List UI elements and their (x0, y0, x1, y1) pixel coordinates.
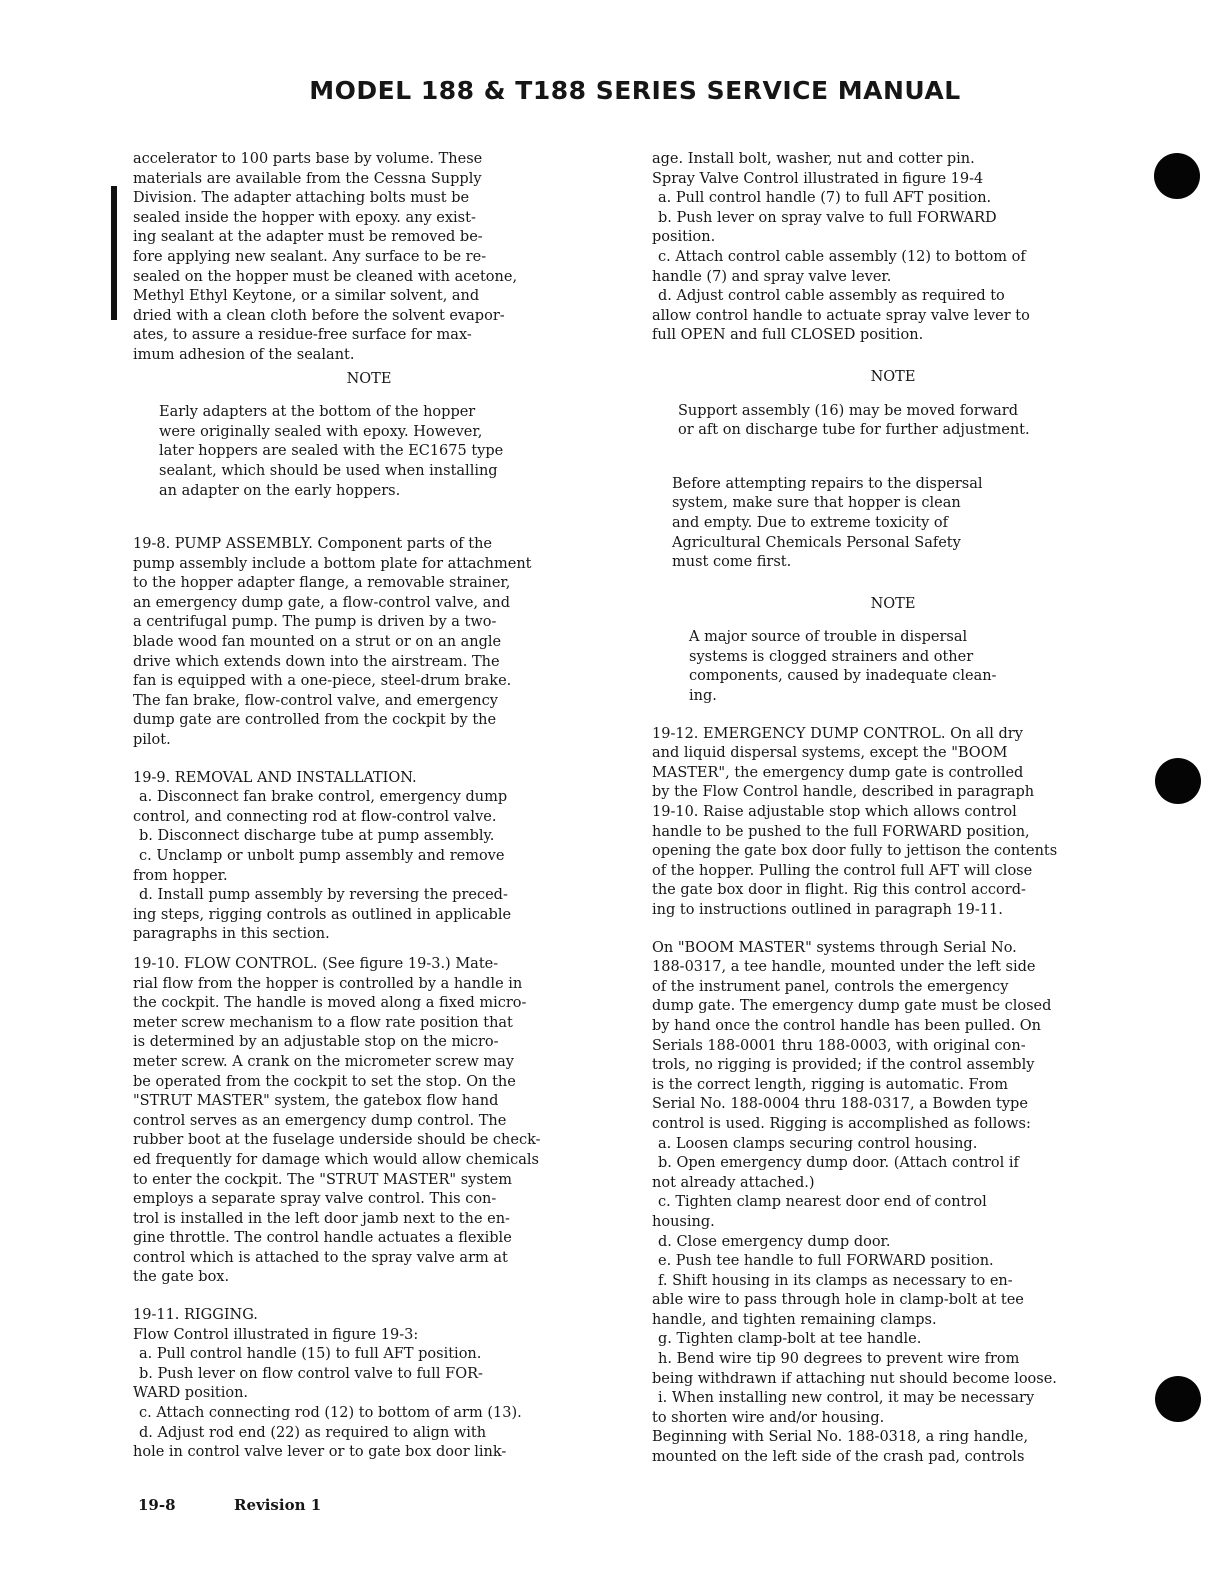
rigging-continuation: age. Install bolt, washer, nut and cotter pin. Spray Valve Control illustrated in figure 19-4 a. Pull control handle (7) to full AFT position. b. Push lever on spray valve to full FORWARD position. c. Attach control cable assembly (12) to bottom of handle (7) and spray valve lever. d. Adjust control cable assembly as required to allow control handle to actuate spray valve lever to full OPEN and full CLOSED position. (652, 151, 1030, 344)
note-clogged-strainers: A major source of trouble in dispersal systems is clogged strainers and other components, caused by inadequate clean- ing. (689, 629, 997, 705)
binder-hole-bottom (1155, 1376, 1201, 1422)
section-19-12-emergency-dump-control: 19-12. EMERGENCY DUMP CONTROL. On all dry and liquid dispersal systems, except the "BOOM MASTER", the emergency dump gate is controlled by the Flow Control handle, described in paragraph 19-10. Raise adjustable stop which allows control handle to be pushed to the full FORWARD position, opening the gate box door fully to jettison the contents of the hopper. Pulling the control full AFT will close the gate box door in flight. Rig this control accord- ing to instructions outlined in paragraph 19-11. (652, 725, 1058, 918)
section-19-9-removal-installation: 19-9. REMOVAL AND INSTALLATION. a. Disconnect fan brake control, emergency dump control, and connecting rod at flow-control valve. b. Disconnect discharge tube at pump assembly. c. Unclamp or unbolt pump assembly and remove from hopper. d. Install pump assembly by reversing the preced- ing steps, rigging controls as outlined in applicable paragraphs in this section. (133, 769, 512, 943)
safety-warning: Before attempting repairs to the dispersal system, make sure that hopper is clean and empty. Due to extreme toxicity of Agricultural Chemicals Personal Safety must come first. (672, 475, 983, 571)
section-19-8-pump-assembly: 19-8. PUMP ASSEMBLY. Component parts of the pump assembly include a bottom plate for attachment to the hopper adapter flange, a removable strainer, an emergency dump gate, a flow-control valve, and a centrifugal pump. The pump is driven by a two- blade wood fan mounted on a strut or on an angle drive which extends down into the airstream. The fan is equipped with a one-piece, steel-drum brake. The fan brake, flow-control valve, and emergency dump gate are controlled from the cockpit by the pilot. (133, 536, 532, 749)
section-19-11-rigging: 19-11. RIGGING. Flow Control illustrated in figure 19-3: a. Pull control handle (15) to full AFT position. b. Push lever on flow control valve to full FOR- WARD position. c. Attach connecting rod (12) to bottom of arm (13). d. Adjust rod end (22) as required to align with hole in control valve lever or to gate box door link- (133, 1307, 522, 1461)
boom-master-procedure: On "BOOM MASTER" systems through Serial No. 188-0317, a tee handle, mounted under the left side of the instrument panel, controls the emergency dump gate. The emergency dump gate must be closed by hand once the control handle has been pulled. On Serials 188-0001 thru 188-0003, with original con- trols, no rigging is provided; if the control assembly is the correct length, rigging is automatic. From Serial No. 188-0004 thru 188-0317, a Bowden type control is used. Rigging is accomplished as follows: a. Loosen clamps securing control housing. b. Open emergency dump door. (Attach control if not already attached.) c. Tighten clamp nearest door end of control housing. d. Close emergency dump door. e. Push tee handle to full FORWARD position. f. Shift housing in its clamps as necessary to en- able wire to pass through hole in clamp-bolt at tee handle, and tighten remaining clamps. g. Tighten clamp-bolt at tee handle. h. Bend wire tip 90 degrees to prevent wire from being withdrawn if attaching nut should become loose. i. When installing new control, it may be necessary to shorten wire and/or housing. Beginning with Serial No. 188-0318, a ring handle, mounted on the left side of the crash pad, controls (652, 939, 1057, 1466)
note-support-assembly: Support assembly (16) may be moved forward or aft on discharge tube for further adjustment. (678, 402, 1030, 439)
section-19-10-flow-control: 19-10. FLOW CONTROL. (See figure 19-3.) Mate- rial flow from the hopper is controlled by a handle in the cockpit. The handle is moved along a fixed micro- meter screw mechanism to a flow rate position that is determined by an adjustable stop on the micro- meter screw. A crank on the micrometer screw may be operated from the cockpit to set the stop. On the "STRUT MASTER" system, the gatebox flow hand control serves as an emergency dump control. The rubber boot at the fuselage underside should be check- ed frequently for damage which would allow chemicals to enter the cockpit. The "STRUT MASTER" system employs a separate spray valve control. This con- trol is installed in the left door jamb next to the en- gine throttle. The control handle actuates a flexible control which is attached to the spray valve arm at the gate box. (133, 955, 541, 1286)
note-heading: NOTE (346, 370, 392, 387)
binder-hole-top (1154, 153, 1200, 199)
note-heading: NOTE (870, 595, 916, 612)
page-number: 19-8 (138, 1496, 176, 1514)
intro-paragraph: accelerator to 100 parts base by volume. These materials are available from the Cessna Supply Division. The adapter attaching bolts must be sealed inside the hopper with epoxy. any exist- ing sealant at the adapter must be removed be- fore applying new sealant. Any surface to be re- sealed on the hopper must be cleaned with acetone, Methyl Ethyl Keytone, or a similar solvent, and dried with a clean cloth before the solvent evapor- ates, to assure a residue-free surface for max- imum adhesion of the sealant. (133, 151, 518, 363)
note-heading: NOTE (870, 368, 916, 385)
binder-hole-middle (1155, 758, 1201, 804)
right-column (652, 150, 1134, 1468)
page-title: MODEL 188 & T188 SERIES SERVICE MANUAL (309, 76, 961, 105)
left-column (133, 150, 605, 1463)
note-adapters: Early adapters at the bottom of the hopper were originally sealed with epoxy. However, later hoppers are sealed with the EC1675 type sealant, which should be used when installing an adapter on the early hoppers. (159, 404, 504, 499)
revision-label: Revision 1 (234, 1496, 322, 1514)
revision-change-bar (111, 186, 117, 320)
